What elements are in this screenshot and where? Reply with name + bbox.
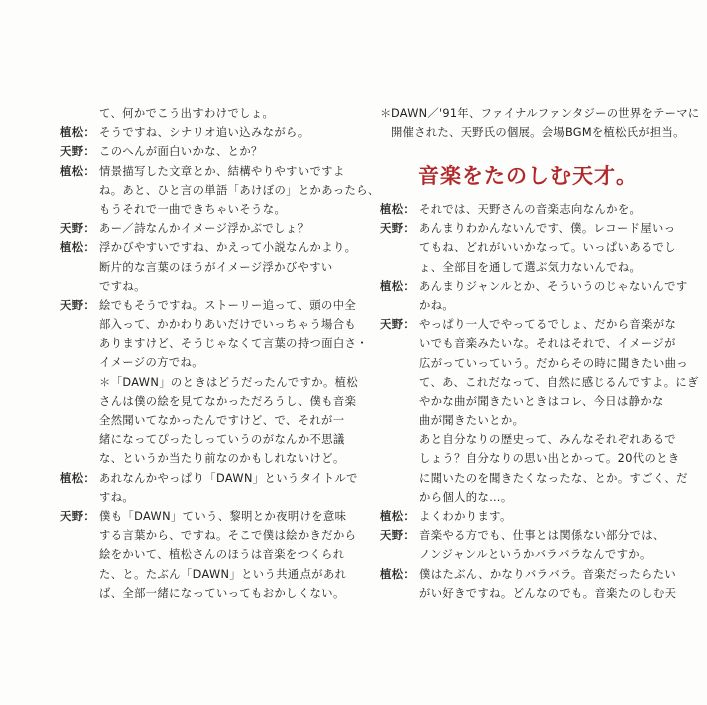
dialogue-line bbox=[60, 526, 357, 545]
dialogue-text: そうですね、シナリオ追い込みながら。 bbox=[99, 126, 310, 140]
dialogue-text: 全然聞いてなかったんですけど、で、それが一 bbox=[99, 414, 345, 427]
right-column bbox=[380, 200, 699, 603]
dialogue-text: がい好きですね。どんなのでも。音楽たのしむ天 bbox=[419, 586, 677, 600]
dialogue-line bbox=[380, 507, 670, 526]
dialogue-text: あんまりわかんないんです、僕。レコード屋いっ bbox=[419, 222, 676, 236]
speaker-label: 天野： bbox=[380, 529, 416, 543]
dialogue-text: 緒になってぴったしっていうのがなんか不思議 bbox=[99, 433, 345, 447]
dialogue-line bbox=[380, 373, 699, 392]
dialogue-line bbox=[60, 258, 352, 277]
dialogue-line bbox=[380, 200, 670, 219]
dialogue-text: ょ、全部目を通して選ぶ気力ないんでね。 bbox=[419, 260, 642, 274]
speaker-label: 植松： bbox=[380, 510, 416, 523]
dialogue-text: 情景描写した文章とか、結構やりやすいですよ bbox=[99, 164, 345, 178]
left-column bbox=[60, 104, 380, 603]
dialogue-text: あー／詩なんかイメージ浮かぶでしょ？ bbox=[99, 222, 310, 236]
speaker-label: 植松： bbox=[60, 471, 96, 485]
dialogue-line bbox=[60, 353, 352, 372]
dialogue-text: それでは、天野さんの音楽志向なんかを。 bbox=[419, 203, 642, 216]
dialogue-text: ノンジャンルというかバラバラなんですか。 bbox=[419, 548, 652, 562]
dialogue-line bbox=[60, 584, 352, 603]
footnote-asterisk: ＊ bbox=[380, 107, 392, 120]
footnote-text: 開催された、天野氏の個展。会場BGMを植松氏が担当。 bbox=[391, 126, 685, 140]
footnote bbox=[380, 104, 700, 142]
dialogue-line bbox=[380, 584, 677, 603]
dialogue-line bbox=[380, 315, 677, 334]
dialogue-text: イメージの方でね。 bbox=[99, 356, 204, 370]
dialogue-text: さんは僕の絵を見てなかっただろうし、僕も音楽 bbox=[99, 394, 357, 408]
speaker-label: 植松： bbox=[60, 164, 96, 178]
dialogue-line bbox=[60, 507, 352, 526]
dialogue-line bbox=[380, 526, 670, 545]
dialogue-line bbox=[60, 219, 352, 238]
dialogue-line bbox=[380, 545, 670, 564]
dialogue-line bbox=[60, 277, 352, 296]
dialogue-line bbox=[380, 277, 688, 296]
dialogue-text: ありますけど、そうじゃなくて言葉の持つ面白さ・ bbox=[99, 337, 369, 351]
footnote-text: DAWN／'91年、ファイナルファンタジーの世界をテーマに bbox=[391, 107, 700, 120]
speaker-label: 天野： bbox=[380, 222, 416, 236]
dialogue-line bbox=[60, 238, 357, 257]
dialogue-line bbox=[60, 162, 352, 181]
dialogue-line bbox=[380, 219, 676, 238]
dialogue-text: よくわかります。 bbox=[419, 510, 512, 523]
dialogue-line bbox=[380, 430, 676, 449]
dialogue-line bbox=[60, 104, 352, 123]
dialogue-line bbox=[60, 430, 352, 449]
dialogue-line bbox=[60, 469, 358, 488]
dialogue-line bbox=[60, 334, 369, 353]
dialogue-text: 絵でもそうですね。ストーリー追って、頭の中全 bbox=[99, 298, 357, 312]
dialogue-text: 曲が聞きたいとか。 bbox=[419, 414, 525, 428]
dialogue-text: もうそれで一曲できちゃいそうな。 bbox=[99, 202, 287, 216]
speaker-label: 天野： bbox=[60, 509, 96, 523]
dialogue-line bbox=[60, 449, 352, 468]
dialogue-line bbox=[60, 545, 352, 564]
dialogue-text: 部入って、かかわりあいだけでいっちゃう場合も bbox=[99, 318, 357, 332]
dialogue-line bbox=[60, 181, 380, 200]
dialogue-text: ば、全部一緒になっていってもおかしくない。 bbox=[99, 586, 345, 600]
dialogue-line bbox=[60, 565, 352, 584]
dialogue-text: する言葉から、ですね。そこで僕は絵かきだから bbox=[99, 529, 357, 543]
dialogue-line bbox=[60, 411, 352, 430]
speaker-label: 植松： bbox=[60, 126, 96, 140]
dialogue-text: ですね。 bbox=[99, 279, 146, 293]
dialogue-line bbox=[380, 469, 688, 488]
footnote-line bbox=[380, 104, 700, 123]
dialogue-text: て、何かでこう出すわけでしょ。 bbox=[99, 107, 275, 120]
dialogue-text: た、と。たぶん「DAWN」という共通点があれ bbox=[99, 567, 347, 581]
dialogue-text: あと自分なりの歴史って、みんなそれぞれあるで bbox=[419, 433, 676, 447]
dialogue-text: あんまりジャンルとか、そういうのじゃないんです bbox=[419, 279, 688, 293]
dialogue-line bbox=[380, 334, 676, 353]
speaker-label: 植松： bbox=[60, 241, 96, 255]
speaker-label: 植松： bbox=[380, 279, 416, 293]
dialogue-text: いでも音楽みたいな。それはそれで、イメージが bbox=[419, 337, 676, 351]
dialogue-text: 断片的な言葉のほうがイメージ浮かびやすい bbox=[99, 260, 333, 274]
dialogue-line bbox=[380, 296, 670, 315]
dialogue-text: このへんが面白いかな、とか？ bbox=[99, 145, 263, 159]
dialogue-line bbox=[60, 123, 352, 142]
dialogue-text: すね。 bbox=[99, 490, 135, 504]
dialogue-line bbox=[380, 392, 670, 411]
dialogue-text: 音楽やる方でも、仕事とは関係ない部分では、 bbox=[419, 529, 665, 543]
dialogue-text: 絵をかいて、植松さんのほうは音楽をつくられ bbox=[99, 548, 345, 562]
dialogue-line bbox=[60, 373, 359, 392]
dialogue-text: から個人的な…。 bbox=[419, 490, 513, 504]
dialogue-line bbox=[380, 449, 680, 468]
dialogue-line bbox=[380, 258, 670, 277]
speaker-label: 植松： bbox=[380, 567, 416, 581]
dialogue-line bbox=[60, 488, 352, 507]
dialogue-line bbox=[60, 142, 352, 161]
dialogue-text: しょう？自分なりの思い出とかって。20代のとき bbox=[419, 452, 680, 466]
dialogue-text: 僕はたぶん、かなりバラバラ。音楽だったらたい bbox=[419, 567, 677, 581]
dialogue-line bbox=[60, 296, 357, 315]
section-headline: 音楽をたのしむ天才。 bbox=[418, 163, 638, 188]
speaker-label: 天野： bbox=[60, 298, 96, 312]
dialogue-line bbox=[380, 565, 677, 584]
dialogue-text: ＊「DAWN」のときはどうだったんですか。植松 bbox=[99, 375, 359, 389]
dialogue-line bbox=[60, 200, 352, 219]
dialogue-line bbox=[380, 238, 676, 257]
dialogue-text: て、あ、これだなって、自然に感じるんですよ。にぎ bbox=[419, 375, 699, 389]
dialogue-text: やかな曲が聞きたいときはコレ、今日は静かな bbox=[419, 394, 664, 408]
dialogue-text: てもね、どれがいいかなって。いっぱいあるでし bbox=[419, 241, 676, 255]
speaker-label: 天野： bbox=[380, 318, 416, 332]
speaker-label: 天野： bbox=[60, 222, 96, 236]
dialogue-text: やっぱり一人でやってるでしょ、だから音楽がな bbox=[419, 318, 677, 332]
dialogue-text: 僕も「DAWN」ていう、黎明とか夜明けを意味 bbox=[99, 509, 347, 523]
dialogue-line bbox=[380, 354, 689, 373]
speaker-label: 植松： bbox=[380, 203, 416, 216]
footnote-line bbox=[380, 123, 685, 142]
dialogue-line bbox=[380, 488, 670, 507]
dialogue-text: 広がっていっていう。だからその時に聞きたい曲っ bbox=[419, 356, 689, 370]
dialogue-text: ね。あと、ひと言の単語「あけぼの」とかあったら、 bbox=[99, 183, 380, 197]
dialogue-line bbox=[60, 392, 357, 411]
dialogue-text: 浮かびやすいですね、かえって小説なんかより。 bbox=[99, 241, 357, 255]
dialogue-text: な、というか当たり前なのかもしれないけど。 bbox=[99, 452, 345, 466]
dialogue-text: かね。 bbox=[419, 298, 455, 312]
dialogue-text: に聞いたのを聞きたくなったな、とか。すごく、だ bbox=[419, 471, 688, 485]
dialogue-line bbox=[60, 315, 357, 334]
dialogue-line bbox=[380, 411, 670, 430]
speaker-label: 天野： bbox=[60, 145, 96, 159]
dialogue-text: あれなんかやっぱり「DAWN」というタイトルで bbox=[99, 471, 358, 485]
